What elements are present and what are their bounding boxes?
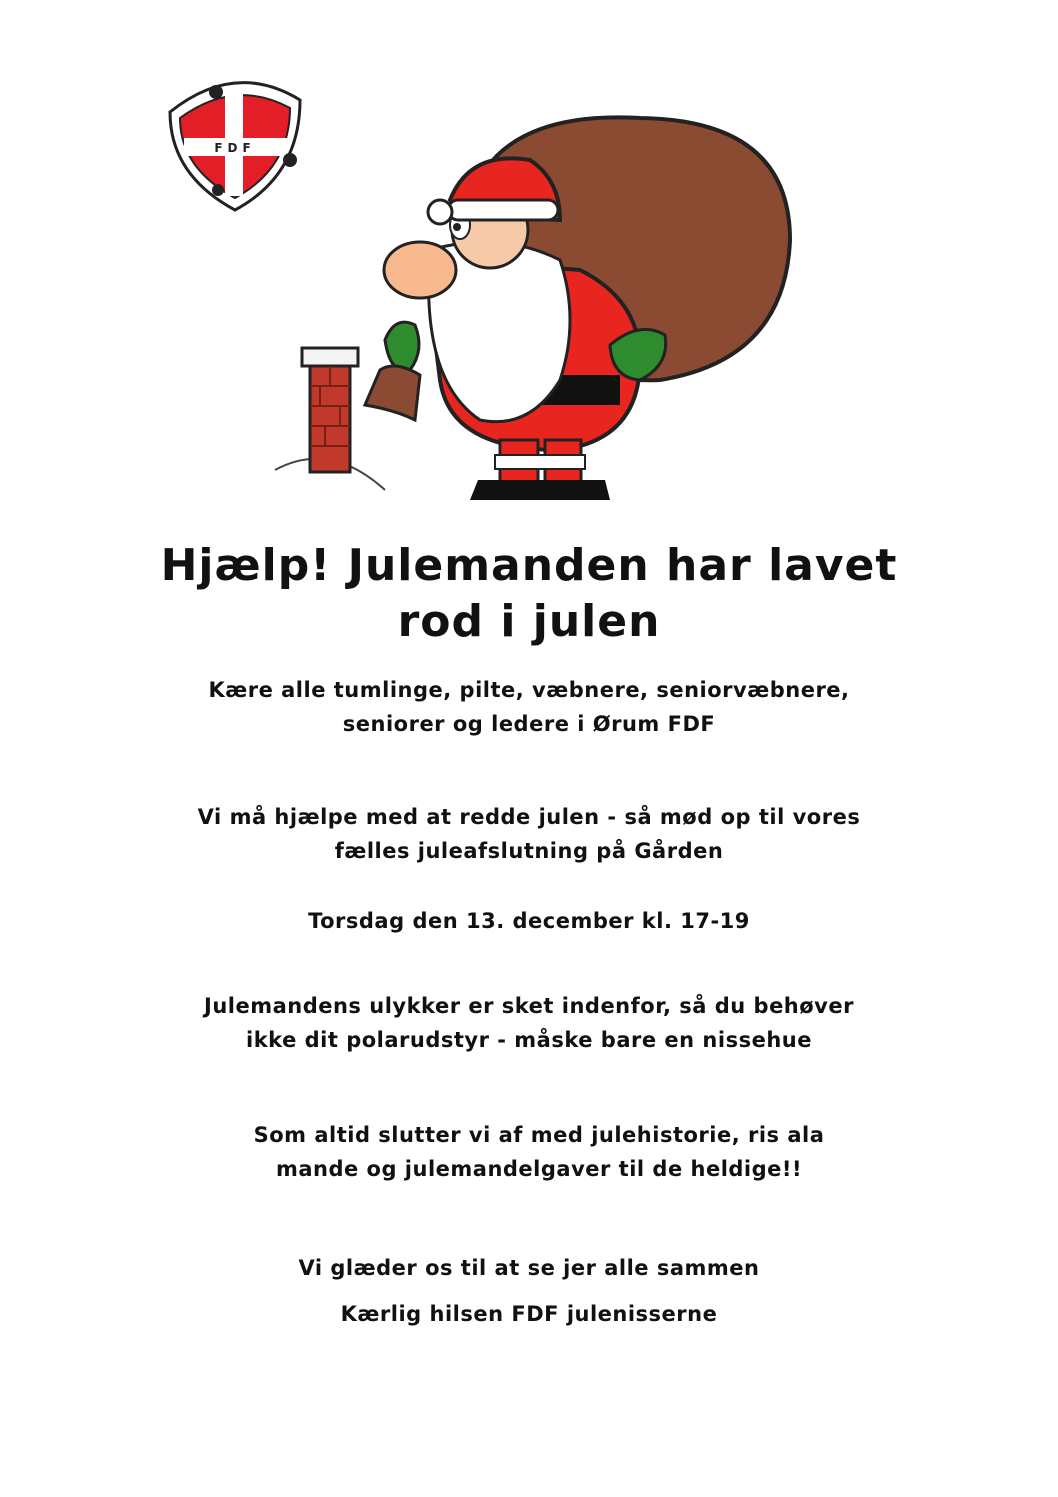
rescue-line-2: fælles juleafslutning på Gården bbox=[334, 839, 724, 863]
santa bbox=[365, 117, 790, 500]
greeting-line-2: seniorer og ledere i Ørum FDF bbox=[342, 712, 716, 736]
title-line-1: Hjælp! Julemanden har lavet bbox=[160, 540, 898, 591]
rescue-text bbox=[0, 800, 1058, 868]
title-line-2: rod i julen bbox=[397, 596, 661, 647]
date-line: Torsdag den 13. december kl. 17-19 bbox=[308, 909, 750, 933]
greeting-line-1: Kære alle tumlinge, pilte, væbnere, seniorvæbnere, bbox=[208, 678, 850, 702]
ending-line-1: Som altid slutter vi af med julehistorie, ris ala bbox=[253, 1123, 825, 1147]
ending-text bbox=[0, 1118, 1058, 1186]
greeting bbox=[0, 673, 1058, 741]
closing-text bbox=[0, 1245, 1058, 1337]
closing-line-1: Vi glæder os til at se jer alle sammen bbox=[298, 1256, 760, 1280]
header-illustration bbox=[0, 0, 1058, 520]
indoor-line-1: Julemandens ulykker er sket indenfor, så du behøver bbox=[204, 994, 854, 1018]
flyer-title bbox=[0, 538, 1058, 650]
logo-letters: FDF bbox=[214, 141, 256, 155]
indoor-text bbox=[0, 989, 1058, 1057]
rescue-line-1: Vi må hjælpe med at redde julen - så mød op til vores bbox=[197, 805, 861, 829]
closing-signature: Kærlig hilsen FDF julenisserne bbox=[340, 1302, 718, 1326]
fdf-logo bbox=[170, 83, 300, 210]
indoor-line-2: ikke dit polarudstyr - måske bare en nissehue bbox=[246, 1028, 812, 1052]
chimney bbox=[275, 348, 385, 490]
ending-line-2: mande og julemandelgaver til de heldige!! bbox=[275, 1157, 803, 1181]
event-date bbox=[0, 904, 1058, 938]
